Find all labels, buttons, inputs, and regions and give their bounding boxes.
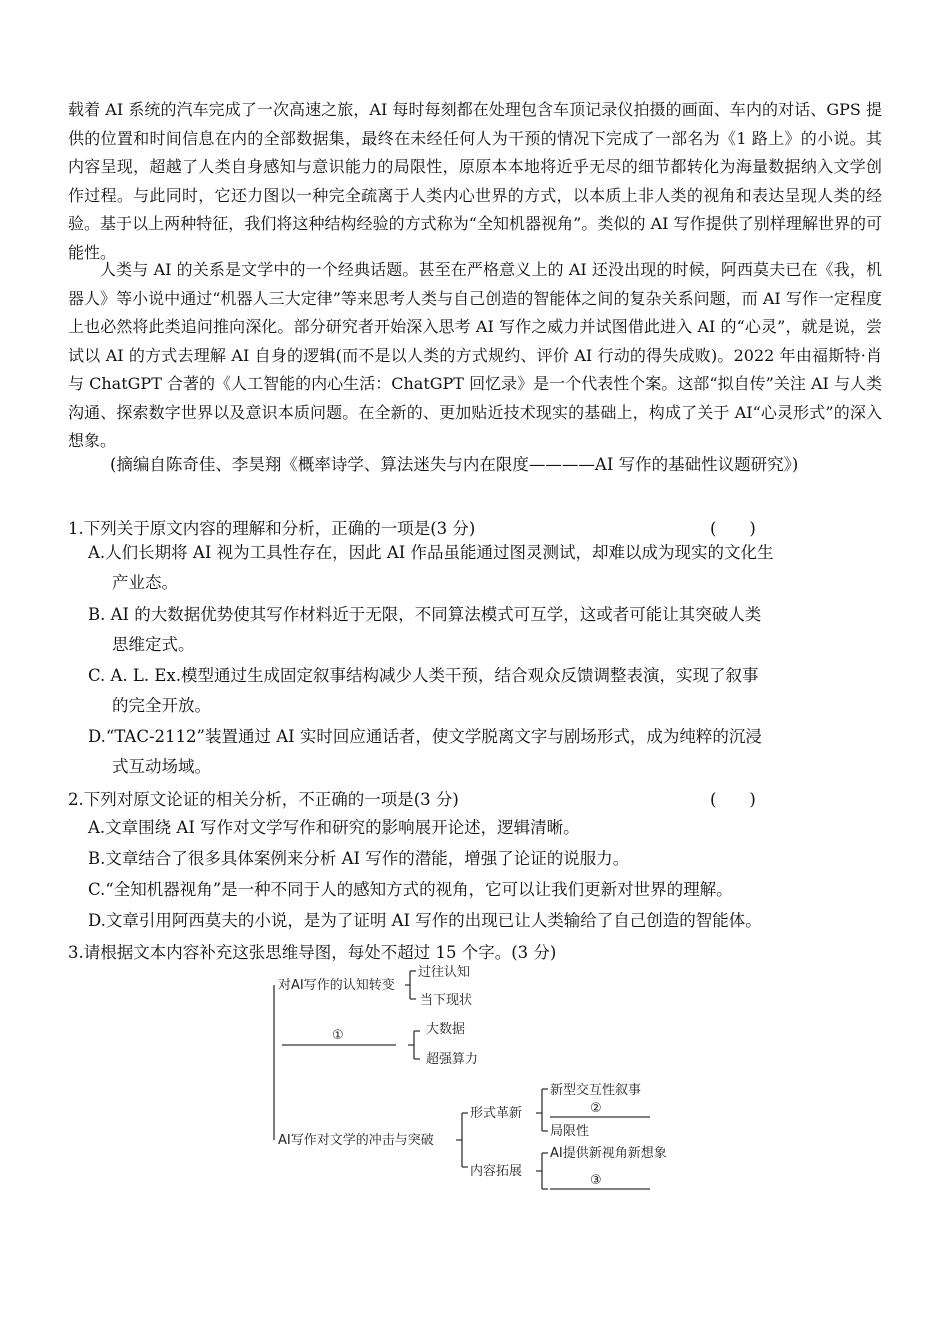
mindmap-bracket-3b bbox=[536, 1153, 548, 1189]
question-3-stem: 3.请根据文本内容补充这张思维导图，每处不超过 15 个字。(3 分) bbox=[68, 943, 557, 962]
question-2-stem: 2.下列对原文论证的相关分析，不正确的一项是(3 分) bbox=[68, 790, 459, 809]
option-b-line-1: B. AI 的大数据优势使其写作材料近于无限，不同算法模式可互学，这或者可能让其突破人类 bbox=[88, 605, 762, 624]
mindmap-node-3: AI写作对文学的冲击与突破 bbox=[278, 1133, 434, 1148]
mindmap-bracket-3a bbox=[536, 1089, 548, 1131]
mindmap-node-2b: 超强算力 bbox=[426, 1052, 479, 1067]
option-a-line-1: A.人们长期将 AI 视为工具性存在，因此 AI 作品虽能通过图灵测试，却难以成为现实的文化生 bbox=[88, 543, 774, 562]
mindmap-node-3b1: AI提供新视角新想象 bbox=[550, 1146, 667, 1161]
mindmap-bracket-1 bbox=[405, 971, 416, 999]
question-1-option-c[interactable] bbox=[88, 661, 882, 721]
option-c-line-1: C. A. L. Ex.模型通过生成固定叙事结构减少人类干预，结合观众反馈调整表演，实现了叙事 bbox=[88, 666, 759, 685]
mindmap-node-3a1: 新型交互性叙事 bbox=[550, 1083, 642, 1098]
question-2-option-a[interactable]: A.文章围绕 AI 写作对文学写作和研究的影响展开论述，逻辑清晰。 bbox=[88, 818, 580, 837]
mind-map bbox=[260, 955, 700, 1200]
mindmap-blank-1-label: ① bbox=[332, 1028, 344, 1043]
question-2-option-c[interactable]: C.“全知机器视角”是一种不同于人的感知方式的视角，它可以让我们更新对世界的理解。 bbox=[88, 880, 733, 899]
question-1-stem: 1.下列关于原文内容的理解和分析，正确的一项是(3 分) bbox=[68, 519, 476, 538]
mindmap-node-3b: 内容拓展 bbox=[470, 1164, 523, 1179]
mindmap-node-1a: 过往认知 bbox=[418, 965, 471, 980]
mindmap-node-1: 对AI写作的认知转变 bbox=[278, 978, 395, 993]
passage-paragraph-1: 载着 AI 系统的汽车完成了一次高速之旅，AI 每时每刻都在处理包含车顶记录仪拍摄的画面、车内的对话、GPS 提供的位置和时间信息在内的全部数据集，最终在未经任何人为干预的情况下完成了一部名为《1 路上》的小说。其内容呈现，超越了人类自身感知与意识能力的局限性，原原本本地将近乎无尽的细节都转化为海量数据纳入文学创作过程。与此同时，它还力图以一种完全疏离于人类内心世界的方式，以本质上非人类的视角和表达呈现人类的经验。基于以上两种特征，我们将这种结构经验的方式称为“全知机器视角”。类似的 AI 写作提供了别样理解世界的可能性。 bbox=[68, 100, 882, 262]
question-1-answer-blank[interactable]: ( ) bbox=[710, 519, 756, 538]
mindmap-node-3a: 形式革新 bbox=[470, 1106, 523, 1121]
question-2-option-b[interactable]: B.文章结合了很多具体案例来分析 AI 写作的潜能，增强了论证的说服力。 bbox=[88, 849, 630, 868]
option-c-line-2: 的完全开放。 bbox=[112, 696, 211, 715]
passage-paragraph-2: 人类与 AI 的关系是文学中的一个经典话题。甚至在严格意义上的 AI 还没出现的时候，阿西莫夫已在《我，机器人》等小说中通过“机器人三大定律”等来思考人类与自己创造的智能体之间的复杂关系问题，而 AI 写作一定程度上也必然将此类追问推向深化。部分研究者开始深入思考 AI 写作之威力并试图借此进入 AI 的“心灵”，就是说，尝试以 AI 的方式去理解 AI 自身的逻辑(而不是以人类的方式规约、评价 AI 行动的得失成败)。2022 年由福斯特·肖与 ChatGPT 合著的《人工智能的内心生活：ChatGPT 回忆录》是一个代表性个案。这部“拟自传”关注 AI 与人类沟通、探索数字世界以及意识本质问题。在全新的、更加贴近技术现实的基础上，构成了关于 AI“心灵形式”的深入想象。 bbox=[68, 260, 882, 450]
question-2-answer-blank[interactable]: ( ) bbox=[710, 790, 756, 809]
option-d-line-1: D.“TAC-2112”装置通过 AI 实时回应通话者，使文学脱离文字与剧场形式，成为纯粹的沉浸 bbox=[88, 727, 762, 746]
question-1-option-d[interactable] bbox=[88, 722, 882, 782]
question-1-option-b[interactable] bbox=[88, 600, 882, 660]
mindmap-node-1b: 当下现状 bbox=[420, 993, 473, 1008]
mindmap-blank-3-label: ③ bbox=[590, 1173, 602, 1188]
option-d-line-2: 式互动场域。 bbox=[112, 757, 211, 776]
option-a-line-2: 产业态。 bbox=[112, 573, 178, 592]
mindmap-bracket-2 bbox=[408, 1031, 420, 1059]
passage-source: (摘编自陈奇佳、李昊翔《概率诗学、算法迷失与内在限度————AI 写作的基础性议题研究》) bbox=[110, 455, 799, 474]
mindmap-bracket-3 bbox=[456, 1113, 468, 1167]
option-b-line-2: 思维定式。 bbox=[112, 635, 195, 654]
mindmap-blank-2-label: ② bbox=[590, 1101, 602, 1116]
question-1-option-a[interactable] bbox=[88, 538, 882, 598]
mindmap-node-3a3: 局限性 bbox=[550, 1124, 590, 1139]
question-2-option-d[interactable]: D.文章引用阿西莫夫的小说，是为了证明 AI 写作的出现已让人类输给了自己创造的智能体。 bbox=[88, 911, 762, 930]
mindmap-node-2a: 大数据 bbox=[426, 1022, 466, 1037]
